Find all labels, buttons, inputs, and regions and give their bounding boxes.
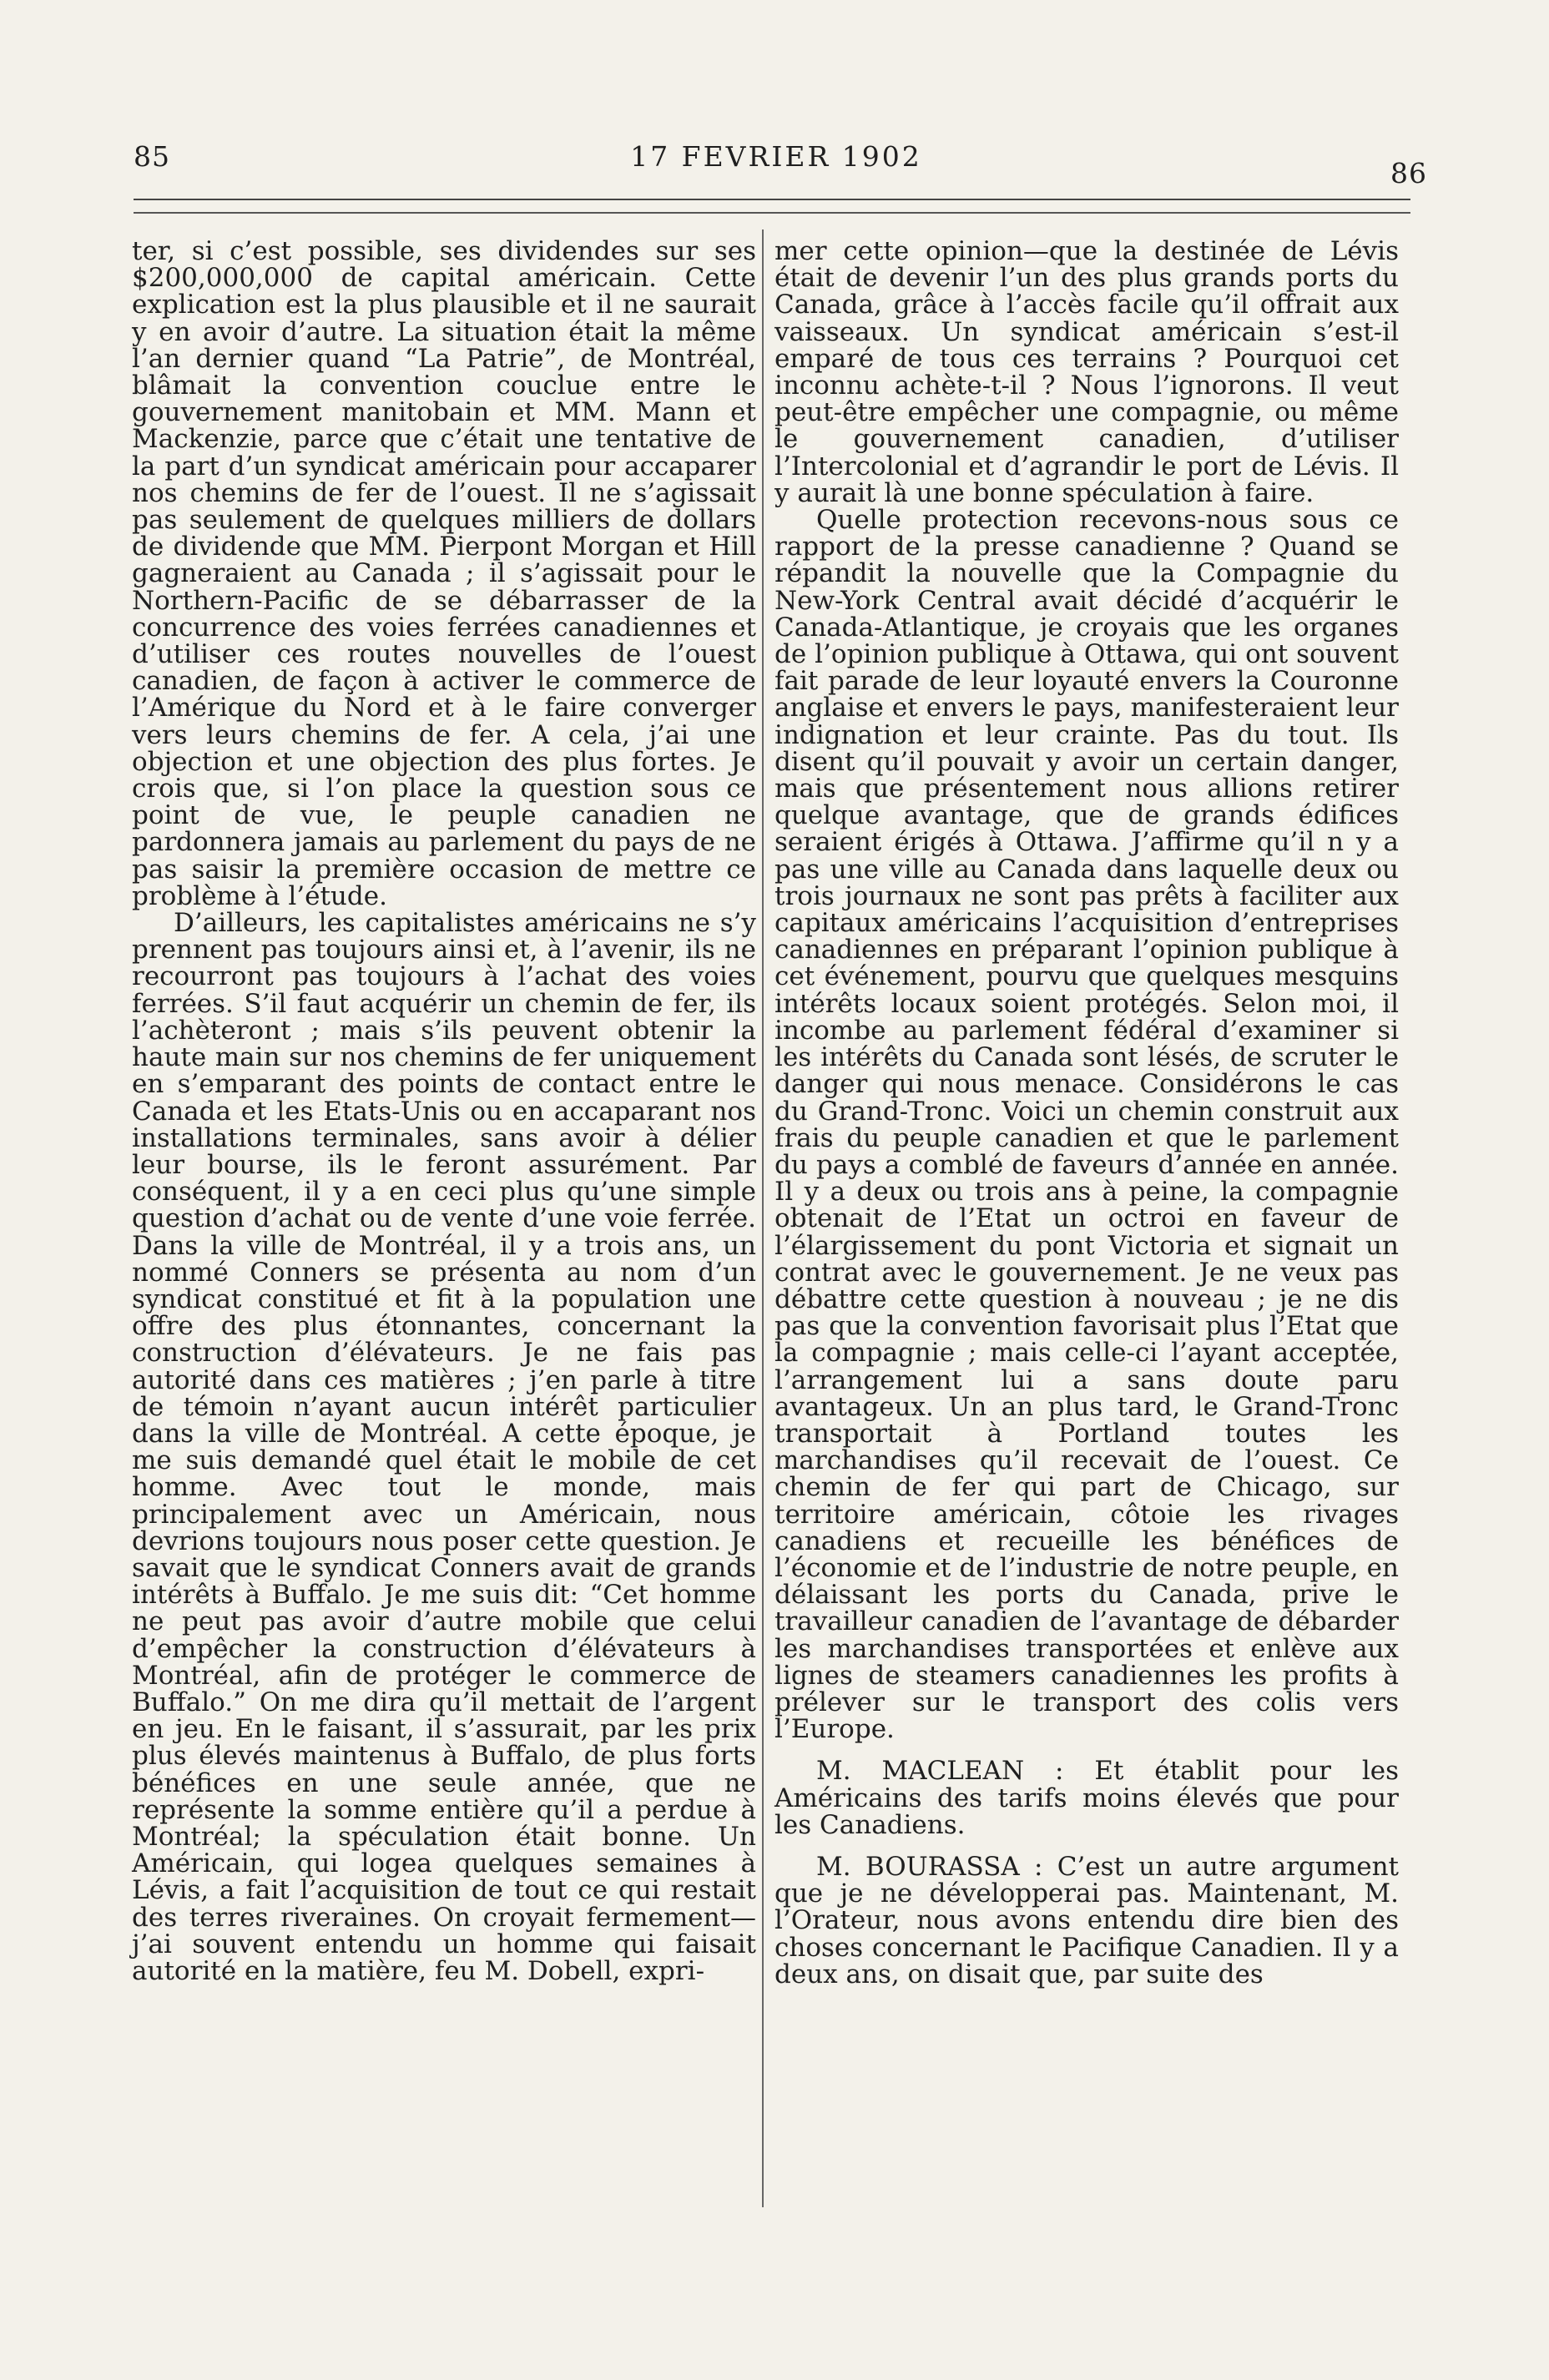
page-number-right: 86 [1390,157,1427,189]
paragraph: D’ailleurs, les capitalistes américains ne s’y prennent pas toujours ainsi et, à l’avenir, ils ne recourront pas toujours à l’achat des voies ferrées. S’il faut acquérir un chemin de fer, ils l’achèteront ; mais s’ils peuvent obtenir la haute main sur nos chemins de fer uniquement en s’emparant des points de contact entre le Canada et les Etats-Unis ou en accaparant nos installations terminales, sans avoir à délier leur bourse, ils le feront assurément. Par conséquent, il y a en ceci plus qu’une simple question d’achat ou de vente d’une voie ferrée. Dans la ville de Montréal, il y a trois ans, un nommé Conners se présenta au nom d’un syndicat constitué et fit à la population une offre des plus étonnantes, concernant la construction d’élévateurs. Je ne fais pas autorité dans ces matières ; j’en parle à titre de témoin n’ayant aucun intérêt particulier dans la ville de Montréal. A cette époque, je me suis demandé quel était le mobile de cet homme. Avec tout le monde, mais principalement avec un Américain, nous devrions toujours nous poser cette question. Je savait que le syndicat Conners avait de grands intérêts à Buffalo. Je me suis dit: “Cet homme ne peut pas avoir d’autre mobile que celui d’empêcher la construction d’élévateurs à Montréal, afin de protéger le commerce de Buffalo.” On me dira qu’il mettait de l’argent en jeu. En le faisant, il s’assurait, par les prix plus élevés maintenus à Buffalo, de plus forts bénéfices en une seule année, que ne représente la somme entière qu’il a perdue à Montréal; la spéculation était bonne. Un Américain, qui logea quelques semaines à Lévis, a fait l’acquisition de tout ce qui restait des terres riveraines. On croyait fermement—j’ai souvent entendu un homme qui faisait autorité en la matière, feu M. Dobell, expri- [132,908,756,1986]
header-rule-secondary [134,212,1410,214]
left-column [132,238,756,1984]
running-title: 17 FEVRIER 1902 [630,140,922,173]
paragraph: Quelle protection recevons-nous sous ce rapport de la presse canadienne ? Quand se répandit la nouvelle que la Compagnie du New-York Central avait décidé d’acquérir le Canada-Atlantique, je croyais que les organes de l’opinion publique à Ottawa, qui ont souvent fait parade de leur loyauté envers la Couronne anglaise et envers le pays, manifesteraient leur indignation et leur crainte. Pas du tout. Ils disent qu’il pouvait y avoir un certain danger, mais que présentement nous allions retirer quelque avantage, que de grands édifices seraient érigés à Ottawa. J’affirme qu’il n y a pas une ville au Canada dans laquelle deux ou trois journaux ne sont pas prêts à faciliter aux capitaux américains l’acquisition d’entreprises canadiennes en préparant l’opinion publique à cet événement, pourvu que quelques mesquins intérêts locaux soient protégés. Selon moi, il incombe au parlement fédéral d’examiner si les intérêts du Canada sont lésés, de scruter le danger qui nous menace. Considérons le cas du Grand-Tronc. Voici un chemin construit aux frais du peuple canadien et que le parlement du pays a comblé de faveurs d’année en année. Il y a deux ou trois ans à peine, la compagnie obtenait de l’Etat un octroi en faveur de l’élargissement du pont Victoria et signait un contrat avec le gouvernement. Je ne veux pas débattre cette question à nouveau ; je ne dis pas que la convention favorisait plus l’Etat que la compagnie ; mais celle-ci l’ayant acceptée, l’arrangement lui a sans doute paru avantageux. Un an plus tard, le Grand-Tronc transportait à Portland toutes les marchandises qu’il recevait de l’ouest. Ce chemin de fer qui part de Chicago, sur territoire américain, côtoie les rivages canadiens et recueille les bénéfices de l’économie et de l’industrie de notre peuple, en délaissant les ports du Canada, prive le travailleur canadien de l’avantage de débarder les marchandises transportées et enlève aux lignes de steamers canadiennes les profits à prélever sur le transport des colis vers l’Europe. [774,505,1399,1745]
paragraph: mer cette opinion—que la destinée de Lévis était de devenir l’un des plus grands ports du Canada, grâce à l’accès facile qu’il offrait aux vaisseaux. Un syndicat américain s’est-il emparé de tous ces terrains ? Pourquoi cet inconnu achète-t-il ? Nous l’ignorons. Il veut peut-être empêcher une compagnie, ou même le gouvernement canadien, d’utiliser l’Intercolonial et d’agrandir le port de Lévis. Il y aurait là une bonne spéculation à faire. [774,236,1399,508]
paragraph: ter, si c’est possible, ses dividendes sur ses $200,000,000 de capital américain. Cette explication est la plus plausible et il ne saurait y en avoir d’autre. La situation était la même l’an dernier quand “La Patrie”, de Montréal, blâmait la convention couclue entre le gouvernement manitobain et MM. Mann et Mackenzie, parce que c’était une tentative de la part d’un syndicat américain pour accaparer nos chemins de fer de l’ouest. Il ne s’agissait pas seulement de quelques milliers de dollars de dividende que MM. Pierpont Morgan et Hill gagneraient au Canada ; il s’agissait pour le Northern-Pacific de se débarrasser de la concurrence des voies ferrées canadiennes et d’utiliser ces routes nouvelles de l’ouest canadien, de façon à activer le commerce de l’Amérique du Nord et à le faire converger vers leurs chemins de fer. A cela, j’ai une objection et une objection des plus fortes. Je crois que, si l’on place la question sous ce point de vue, le peuple canadien ne pardonnera jamais au parlement du pays de ne pas saisir la première occasion de mettre ce problème à l’étude. [132,236,756,911]
right-column [774,238,1399,1988]
speaker-paragraph-bourassa: M. BOURASSA : C’est un autre argument que je ne développerai pas. Maintenant, M. l’Orateur, nous avons entendu dire bien des choses concernant le Pacifique Canadien. Il y a deux ans, on disait que, par suite des [774,1851,1399,1989]
page-header [125,134,1427,200]
speaker-paragraph-maclean: M. MACLEAN : Et établit pour les Américains des tarifs moins élevés que pour les Canadiens. [774,1756,1399,1840]
page-number-left: 85 [134,140,170,173]
column-divider [762,229,764,2207]
header-rule [134,199,1410,200]
